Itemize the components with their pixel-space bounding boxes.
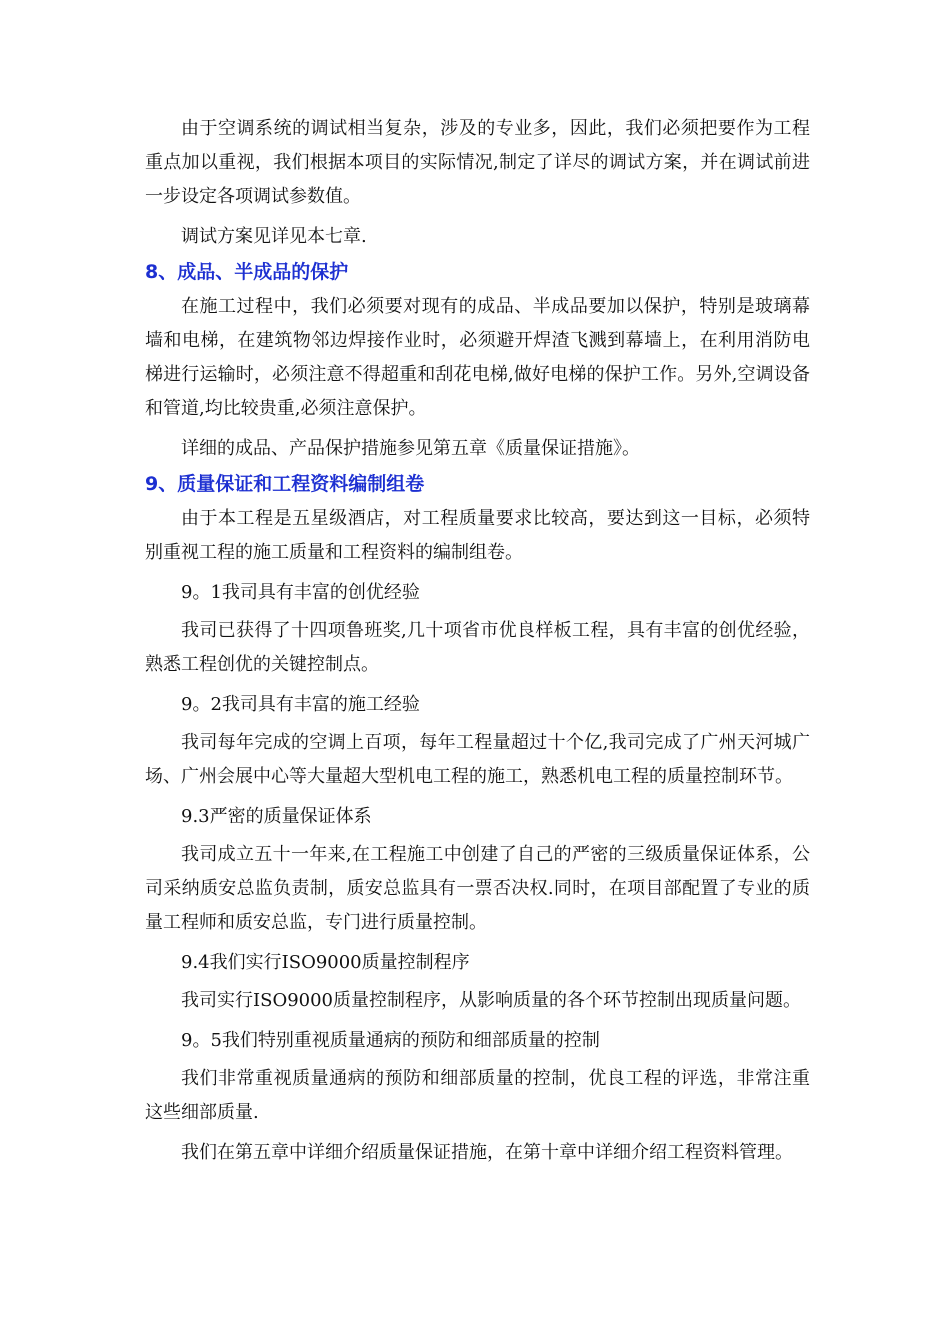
paragraph-debugging-intro: 由于空调系统的调试相当复杂，涉及的专业多，因此，我们必须把要作为工程重点加以重视，我们根据本项目的实际情况,制定了详尽的调试方案，并在调试前进一步设定各项调试参数值。 (145, 118, 810, 207)
paragraph-protection-reference: 详细的成品、产品保护措施参见第五章《质量保证措施》。 (181, 438, 640, 459)
subsection-heading-9-5: 9。5我们特别重视质量通病的预防和细部质量的控制 (181, 1030, 600, 1051)
section-heading-8: 8、成品、半成品的保护 (145, 261, 349, 283)
paragraph-debugging-reference: 调试方案见详见本七章. (181, 226, 367, 247)
subsection-heading-9-3: 9.3严密的质量保证体系 (181, 806, 372, 827)
paragraph-9-5: 我们非常重视质量通病的预防和细部质量的控制，优良工程的评选，非常注重这些细部质量. (145, 1068, 810, 1123)
paragraph-closing: 我们在第五章中详细介绍质量保证措施，在第十章中详细介绍工程资料管理。 (181, 1142, 793, 1163)
section-heading-9: 9、质量保证和工程资料编制组卷 (145, 473, 425, 495)
subsection-heading-9-1: 9。1我司具有丰富的创优经验 (181, 582, 420, 603)
paragraph-9-1: 我司已获得了十四项鲁班奖,几十项省市优良样板工程，具有丰富的创优经验，熟悉工程创优的关键控制点。 (145, 620, 810, 675)
paragraph-protection: 在施工过程中，我们必须要对现有的成品、半成品要加以保护，特别是玻璃幕墙和电梯，在建筑物邻边焊接作业时，必须避开焊渣飞溅到幕墙上，在利用消防电梯进行运输时，必须注意不得超重和刮花电梯,做好电梯的保护工作。另外,空调设备和管道,均比较贵重,必须注意保护。 (145, 296, 810, 419)
paragraph-9-2: 我司每年完成的空调上百项，每年工程量超过十个亿,我司完成了广州天河城广场、广州会展中心等大量超大型机电工程的施工，熟悉机电工程的质量控制环节。 (145, 732, 810, 787)
subsection-heading-9-2: 9。2我司具有丰富的施工经验 (181, 694, 420, 715)
subsection-heading-9-4: 9.4我们实行ISO9000质量控制程序 (181, 952, 470, 973)
paragraph-9-4: 我司实行ISO9000质量控制程序，从影响质量的各个环节控制出现质量问题。 (181, 990, 802, 1011)
document-body (145, 112, 810, 1176)
paragraph-9-3: 我司成立五十一年来,在工程施工中创建了自己的严密的三级质量保证体系，公司采纳质安总监负责制，质安总监具有一票否决权.同时，在项目部配置了专业的质量工程师和质安总监，专门进行质量控制。 (145, 844, 810, 933)
paragraph-quality-intro: 由于本工程是五星级酒店，对工程质量要求比较高，要达到这一目标，必须特别重视工程的施工质量和工程资料的编制组卷。 (145, 508, 810, 563)
